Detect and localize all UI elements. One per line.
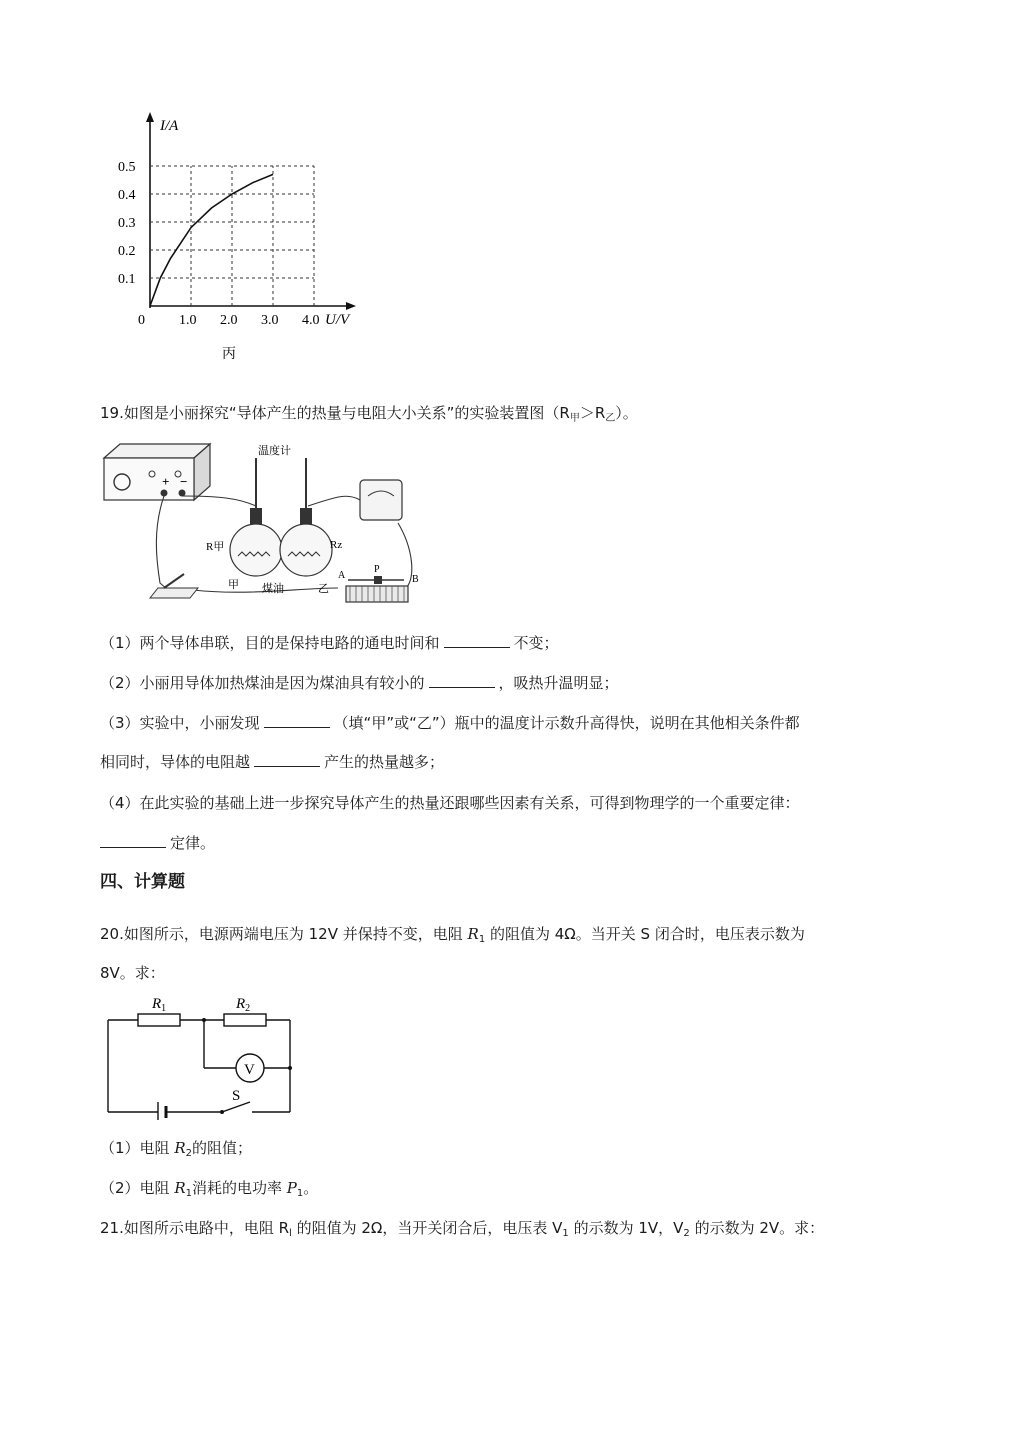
r1-label: $R_1$ [152, 996, 167, 1014]
q19-part4: （4）在此实验的基础上进一步探究导体产生的热量还跟哪些因素有关系，可得到物理学的一个重要定律： [100, 794, 800, 812]
rheostat-p-label: P [374, 564, 380, 575]
x-axis-arrow [346, 302, 356, 310]
yi-label: 乙 [318, 583, 329, 595]
q19-part2: （2）小丽用导体加热煤油是因为煤油具有较小的 ，吸热升温明显； [100, 674, 619, 692]
r2-label: $R_2$ [236, 996, 251, 1014]
q19-part3: （3）实验中，小丽发现 （填“甲”或“乙”）瓶中的温度计示数升高得快，说明在其他相关条件都 [100, 714, 800, 732]
r-yi-label: Rz [330, 539, 343, 551]
y-tick-label: 0.3 [118, 216, 136, 231]
y-tick-label: 0.4 [118, 188, 136, 203]
q19-part1: （1）两个导体串联，目的是保持电路的通电时间和 不变； [100, 634, 559, 652]
y-tick-label: 0.1 [118, 272, 136, 287]
rheostat-b-label: B [412, 574, 419, 585]
answer-blank[interactable] [264, 713, 330, 728]
answer-blank[interactable] [254, 752, 320, 767]
resistor-r1 [138, 1014, 180, 1026]
rheostat [346, 586, 408, 602]
flask-jia [230, 524, 282, 576]
x-tick-label: 1.0 [179, 313, 197, 328]
jia-label: 甲 [228, 579, 239, 591]
y-axis-arrow [146, 112, 154, 122]
grid-lines [150, 166, 314, 306]
resistor-r2 [224, 1014, 266, 1026]
q19-stem: 19.如图是小丽探究“导体产生的热量与电阻大小关系”的实验装置图$(R_甲>R_乙)$。 [100, 404, 638, 424]
rheostat-a-label: A [338, 570, 346, 581]
answer-blank[interactable] [444, 633, 510, 648]
q20-part2: （2）电阻 $R_1$消耗的电功率 $P_1$。 [100, 1179, 319, 1199]
answer-blank[interactable] [100, 833, 166, 848]
q19-apparatus-diagram [98, 438, 428, 618]
flask-yi [280, 524, 332, 576]
knife-switch [150, 588, 198, 598]
q19-part3-cont: 相同时，导体的电阻越 产生的热量越多； [100, 753, 445, 771]
q20-circuit-diagram [100, 990, 300, 1120]
switch-label: S [232, 1088, 241, 1104]
voltmeter-label: V [244, 1062, 255, 1078]
q21-stem: 21.如图所示电路中，电阻 $R_l$ 的阻值为 2Ω，当开关闭合后，电压表 $V_1$ 的示数为 1V，$V_2$ 的示数为 2V。求： [100, 1219, 825, 1239]
x-tick-label: 0 [138, 313, 145, 328]
y-tick-label: 0.2 [118, 244, 136, 259]
r-jia-label: R甲 [206, 541, 225, 553]
q20-stem-cont: 8V。求： [100, 964, 165, 982]
y-axis-label: I/A [160, 118, 179, 134]
answer-blank[interactable] [429, 673, 495, 688]
oil-label: 煤油 [262, 583, 284, 595]
iu-graph [110, 110, 370, 370]
x-tick-label: 2.0 [220, 313, 238, 328]
supply-plus: + [162, 474, 170, 489]
x-axis-label: U/V [325, 312, 350, 328]
ammeter [360, 480, 402, 520]
y-tick-label: 0.5 [118, 160, 136, 175]
section-heading: 四、计算题 [100, 872, 185, 892]
x-tick-label: 3.0 [261, 313, 279, 328]
x-tick-label: 4.0 [302, 313, 320, 328]
supply-minus: − [180, 474, 188, 489]
q20-part1: （1）电阻 $R_2$的阻值； [100, 1139, 253, 1159]
q20-stem: 20.如图所示，电源两端电压为 12V 并保持不变，电阻 $R_1$ 的阻值为 4Ω。当开关 S 闭合时，电压表示数为 [100, 925, 805, 945]
graph-caption: 丙 [222, 347, 236, 362]
q19-part4-cont: 定律。 [100, 833, 215, 853]
thermometer-label: 温度计 [258, 445, 291, 457]
